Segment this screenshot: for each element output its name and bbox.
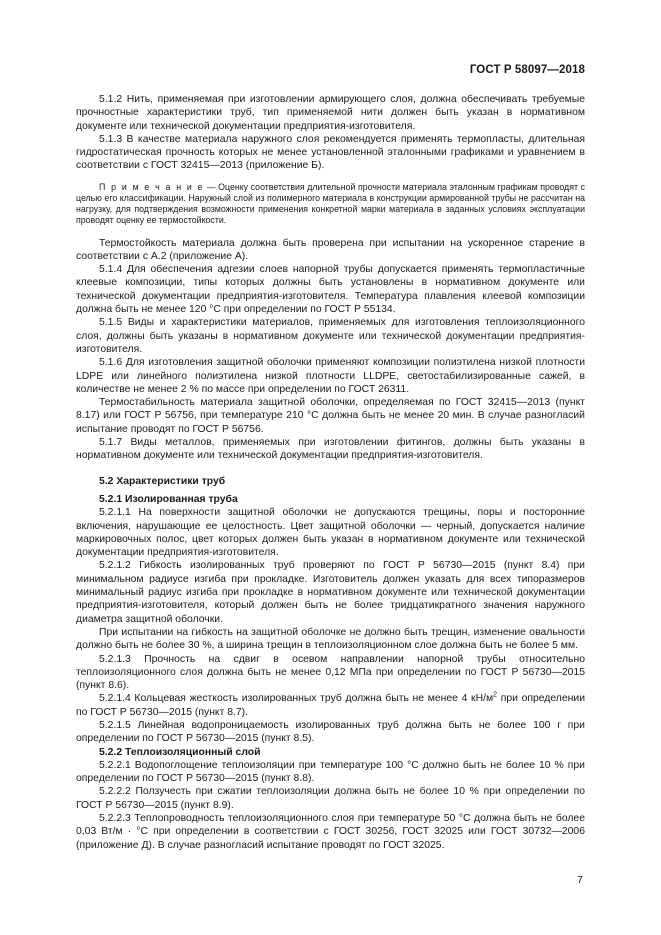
paragraph-5-2-1-5: 5.2.1.5 Линейная водопроницаемость изолированных труб должна быть не более 100 г при определении по ГОСТ Р 56730—2015 (пункт 8.5). bbox=[76, 719, 585, 745]
section-heading-5-2-1: 5.2.1 Изолированная труба bbox=[99, 493, 238, 505]
paragraph-5-2-1-3: 5.2.1.3 Прочность на сдвиг в осевом направлении напорной трубы относительно теплоизоляционного слоя должна быть не менее 0,12 МПа при определении по ГОСТ Р 56730—2015 (пункт 8.6). bbox=[76, 653, 585, 692]
paragraph-5-1-3: 5.1.3 В качестве материала наружного слоя рекомендуется применять термопласты, длительная гидростатическая прочность которых не менее установленной эталонными графиками и уравнением в соответствии с ГОСТ 32415—2013 (приложение Б). bbox=[76, 133, 585, 172]
paragraph-5-2-1-2: 5.2.1.2 Гибкость изолированных труб проверяют по ГОСТ Р 56730—2015 (пункт 8.4) при минимальном радиусе изгиба при прокладке. Изготовитель должен указать для всех типоразмеров минимальный радиус изгиба при прокладке в нормативном документе или технической документации предприятия-изготовителя, который должен быть не более тридцатикратного значения наружного диаметра защитной оболочки. bbox=[76, 560, 585, 625]
section-heading-5-2-2: 5.2.2 Теплоизоляционный слой bbox=[99, 746, 261, 758]
paragraph-5-2-1-1: 5.2.1.1 На поверхности защитной оболочки не допускаются трещины, поры и посторонние включения, нарушающие ее целостность. Цвет защитной оболочки — черный, допускается наличие маркировочных полос, цвет которых должен быть указан в нормативном документе или технической документации предприятия-изготовителя. bbox=[76, 507, 585, 559]
section-heading-5-2: 5.2 Характеристики труб bbox=[99, 475, 226, 487]
paragraph-5-2-2-2: 5.2.2.2 Ползучесть при сжатии теплоизоляции должна быть не более 10 % при определении по ГОСТ Р 56730—2015 (пункт 8.9). bbox=[76, 786, 585, 811]
paragraph-5-1-7: 5.1.7 Виды металлов, применяемых при изготовлении фитингов, должны быть указаны в нормативном документе или технической документации предприятия-изготовителя. bbox=[76, 437, 585, 462]
note-label: П р и м е ч а н и е bbox=[99, 181, 205, 192]
paragraph-thermal-resistance: Термостойкость материала должна быть проверена при испытании на ускоренное старение в соответствии с А.2 (приложение А). bbox=[76, 237, 585, 262]
document-id-header: ГОСТ Р 58097—2018 bbox=[469, 64, 585, 76]
document-body bbox=[76, 93, 585, 852]
paragraph-5-2-1-4-part-b: при определении по ГОСТ Р 56730—2015 (пункт 8.7). bbox=[76, 693, 585, 718]
note-block bbox=[76, 182, 585, 227]
paragraph-5-2-2-1: 5.2.2.1 Водопоглощение теплоизоляции при температуре 100 °С должно быть не более 10 % при определении по ГОСТ Р 56730—2015 (пункт 8.8). bbox=[76, 759, 585, 785]
paragraph-5-2-1-4 bbox=[76, 692, 585, 719]
paragraph-5-1-5: 5.1.5 Виды и характеристики материалов, применяемых для изготовления теплоизоляционного слоя, должны быть указаны в нормативном документе или технической документации предприятия-изготовителя. bbox=[76, 317, 585, 355]
paragraph-5-2-2-3: 5.2.2.3 Теплопроводность теплоизоляционного слоя при температуре 50 °С должна быть не более 0,03 Вт/м · °С при определении в соответствии с ГОСТ 30256, ГОСТ 32025 или ГОСТ 30732—2006 (приложение Д). В случае разногласий испытание проводят по ГОСТ 32025. bbox=[76, 813, 585, 851]
page-number: 7 bbox=[577, 874, 583, 886]
paragraph-5-1-4: 5.1.4 Для обеспечения адгезии слоев напорной трубы допускается применять термопластичные клеевые композиции, типы которых должны быть установлены в нормативном документе или технической документации предприятия-изготовителя. Температура плавления клеевой композиции должна быть не менее 120 °С при определении по ГОСТ Р 55134. bbox=[76, 264, 585, 316]
paragraph-5-2-1-4-part-a: 5.2.1.4 Кольцевая жесткость изолированных труб должна быть не менее 4 кН/м bbox=[99, 693, 494, 705]
paragraph-flex-test: При испытании на гибкость на защитной оболочке не должно быть трещин, изменение овальности должно быть не более 30 %, а ширина трещин в теплоизоляционном слое должна быть не более 5 мм. bbox=[76, 626, 585, 652]
paragraph-thermal-stability: Термостабильность материала защитной оболочки, определяемая по ГОСТ 32415—2013 (пункт 8.17) или ГОСТ Р 56756, при температуре 210 °С должна быть не менее 20 мин. В случае разногласий испытание проводят по ГОСТ Р 56756. bbox=[76, 397, 585, 435]
note-text: — Оценку соответствия длительной прочности материала эталонным графикам проводят с целью его классификации. Наружный слой из полимерного материала в конструкции армированной трубы не рассчитан на нагрузку, для подтверждения возможности применения конкретной марки материала в заданных условиях эксплуатации проводят оценку ее термостойкости. bbox=[76, 181, 585, 226]
paragraph-5-1-6: 5.1.6 Для изготовления защитной оболочки применяют композиции полиэтилена низкой плотности LDPE или линейного полиэтилена низкой плотности LLDPE, светостабилизированные сажей, в количестве не менее 2 % по массе при определении по ГОСТ 26311. bbox=[76, 357, 585, 395]
superscript-2: 2 bbox=[493, 691, 498, 699]
paragraph-5-1-2: 5.1.2 Нить, применяемая при изготовлении армирующего слоя, должна обеспечивать требуемые прочностные характеристики труб, тип применяемой нити должен быть указан в нормативном документе или технической документации предприятия-изготовителя. bbox=[76, 94, 585, 132]
